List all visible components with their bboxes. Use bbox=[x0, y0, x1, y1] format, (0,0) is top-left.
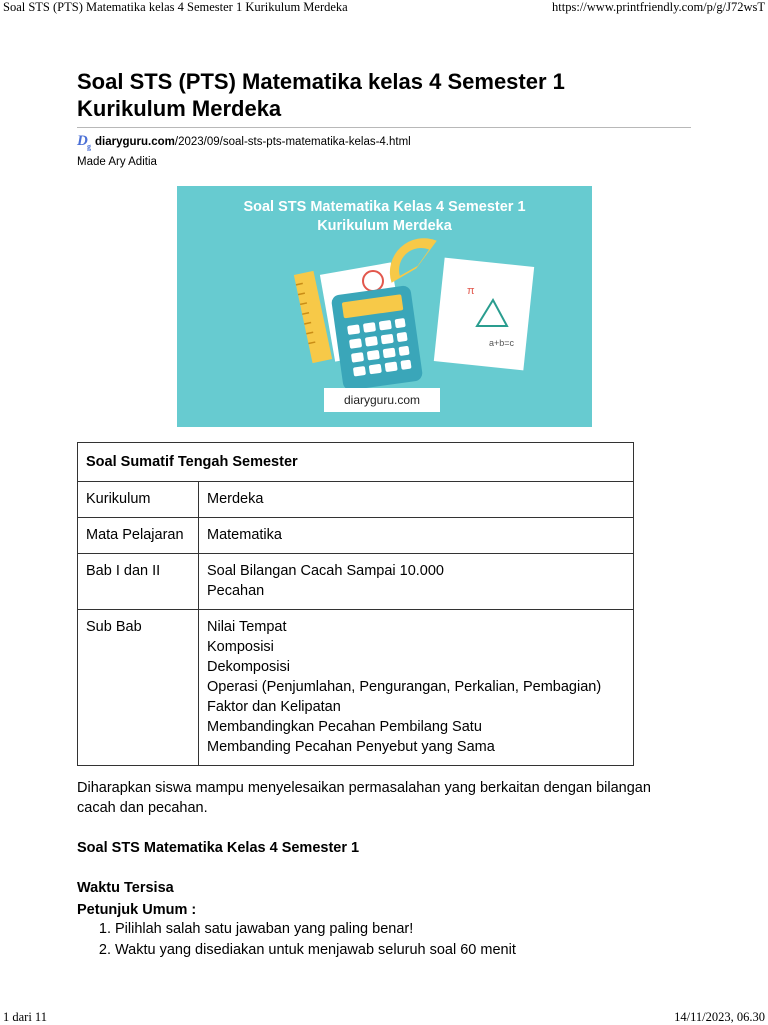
intro-paragraph: Diharapkan siswa mampu menyelesaikan permasalahan yang berkaitan dengan bilangan cacah dan pecahan. bbox=[77, 780, 651, 816]
svg-text:π: π bbox=[467, 285, 475, 297]
table-header-row bbox=[78, 443, 634, 482]
print-header-title: Soal STS (PTS) Matematika kelas 4 Semester 1 Kurikulum Merdeka bbox=[3, 0, 348, 14]
source-path: /2023/09/soal-sts-pts-matematika-kelas-4.html bbox=[174, 136, 411, 148]
table-row bbox=[78, 482, 634, 518]
time-heading: Waktu Tersisa bbox=[77, 880, 174, 896]
row-key: Sub Bab bbox=[78, 610, 199, 766]
table-header: Soal Sumatif Tengah Semester bbox=[78, 443, 634, 482]
instructions-list bbox=[77, 919, 516, 960]
print-footer bbox=[0, 1010, 768, 1024]
svg-text:a+b=c: a+b=c bbox=[489, 338, 515, 348]
article-title: Soal STS (PTS) Matematika kelas 4 Semester 1 Kurikulum Merdeka bbox=[77, 69, 565, 121]
author-name: Made Ary Aditia bbox=[77, 156, 157, 168]
article bbox=[77, 68, 691, 958]
row-key: Kurikulum bbox=[78, 482, 199, 518]
print-header bbox=[0, 0, 768, 16]
row-value: Matematika bbox=[199, 518, 634, 554]
instructions-heading: Petunjuk Umum : bbox=[77, 902, 197, 918]
list-item: 1. Pilihlah salah satu jawaban yang paling benar! bbox=[115, 919, 516, 940]
table-row bbox=[78, 554, 634, 610]
table-row bbox=[78, 518, 634, 554]
table-row bbox=[78, 610, 634, 766]
source-line bbox=[77, 133, 691, 151]
print-datetime: 14/11/2023, 06.30 bbox=[674, 1010, 765, 1024]
row-value: Soal Bilangan Cacah Sampai 10.000 Pecahan bbox=[199, 554, 634, 610]
page-count: 1 dari 11 bbox=[3, 1010, 47, 1024]
source-link[interactable] bbox=[95, 136, 411, 148]
print-header-url[interactable]: https://www.printfriendly.com/p/g/J72wsT bbox=[552, 0, 765, 14]
title-divider bbox=[77, 127, 691, 128]
section-heading: Soal STS Matematika Kelas 4 Semester 1 bbox=[77, 840, 360, 856]
list-item: 2. Waktu yang disediakan untuk menjawab seluruh soal 60 menit bbox=[115, 940, 516, 961]
row-value: Merdeka bbox=[199, 482, 634, 518]
hero-image bbox=[177, 186, 592, 427]
hero-title: Soal STS Matematika Kelas 4 Semester 1 Kurikulum Merdeka bbox=[243, 199, 526, 234]
hero-badge: diaryguru.com bbox=[324, 388, 440, 412]
info-table bbox=[77, 442, 634, 766]
row-key: Mata Pelajaran bbox=[78, 518, 199, 554]
source-domain: diaryguru.com bbox=[95, 136, 175, 148]
row-key: Bab I dan II bbox=[78, 554, 199, 610]
diaryguru-logo-icon: D g bbox=[77, 133, 91, 151]
row-value: Nilai Tempat Komposisi Dekomposisi Operasi (Penjumlahan, Pengurangan, Perkalian, Pembagian) Faktor dan Kelipatan Membandingkan Pecahan Pembilang Satu Membanding Pecahan Penyebut yang Sama bbox=[199, 610, 634, 766]
